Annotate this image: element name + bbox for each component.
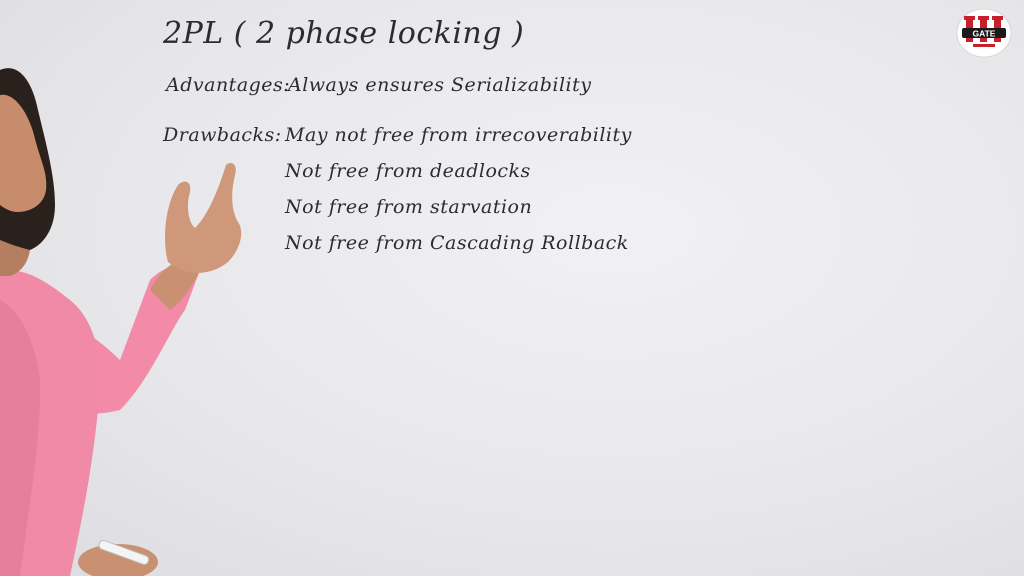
drawback-item: May not free from irrecoverability bbox=[285, 124, 632, 146]
drawback-item: Not free from starvation bbox=[285, 196, 533, 218]
advantages-label: Advantages: bbox=[166, 74, 291, 96]
advantages-text: Always ensures Serializability bbox=[288, 74, 592, 96]
board-title: 2PL ( 2 phase locking ) bbox=[163, 16, 525, 51]
drawbacks-label: Drawbacks: bbox=[163, 124, 282, 146]
logo-text: GATE bbox=[972, 28, 996, 39]
gate-channel-logo-icon bbox=[956, 8, 1012, 58]
drawback-item: Not free from Cascading Rollback bbox=[285, 232, 629, 254]
presenter bbox=[0, 0, 260, 576]
drawback-item: Not free from deadlocks bbox=[285, 160, 531, 182]
